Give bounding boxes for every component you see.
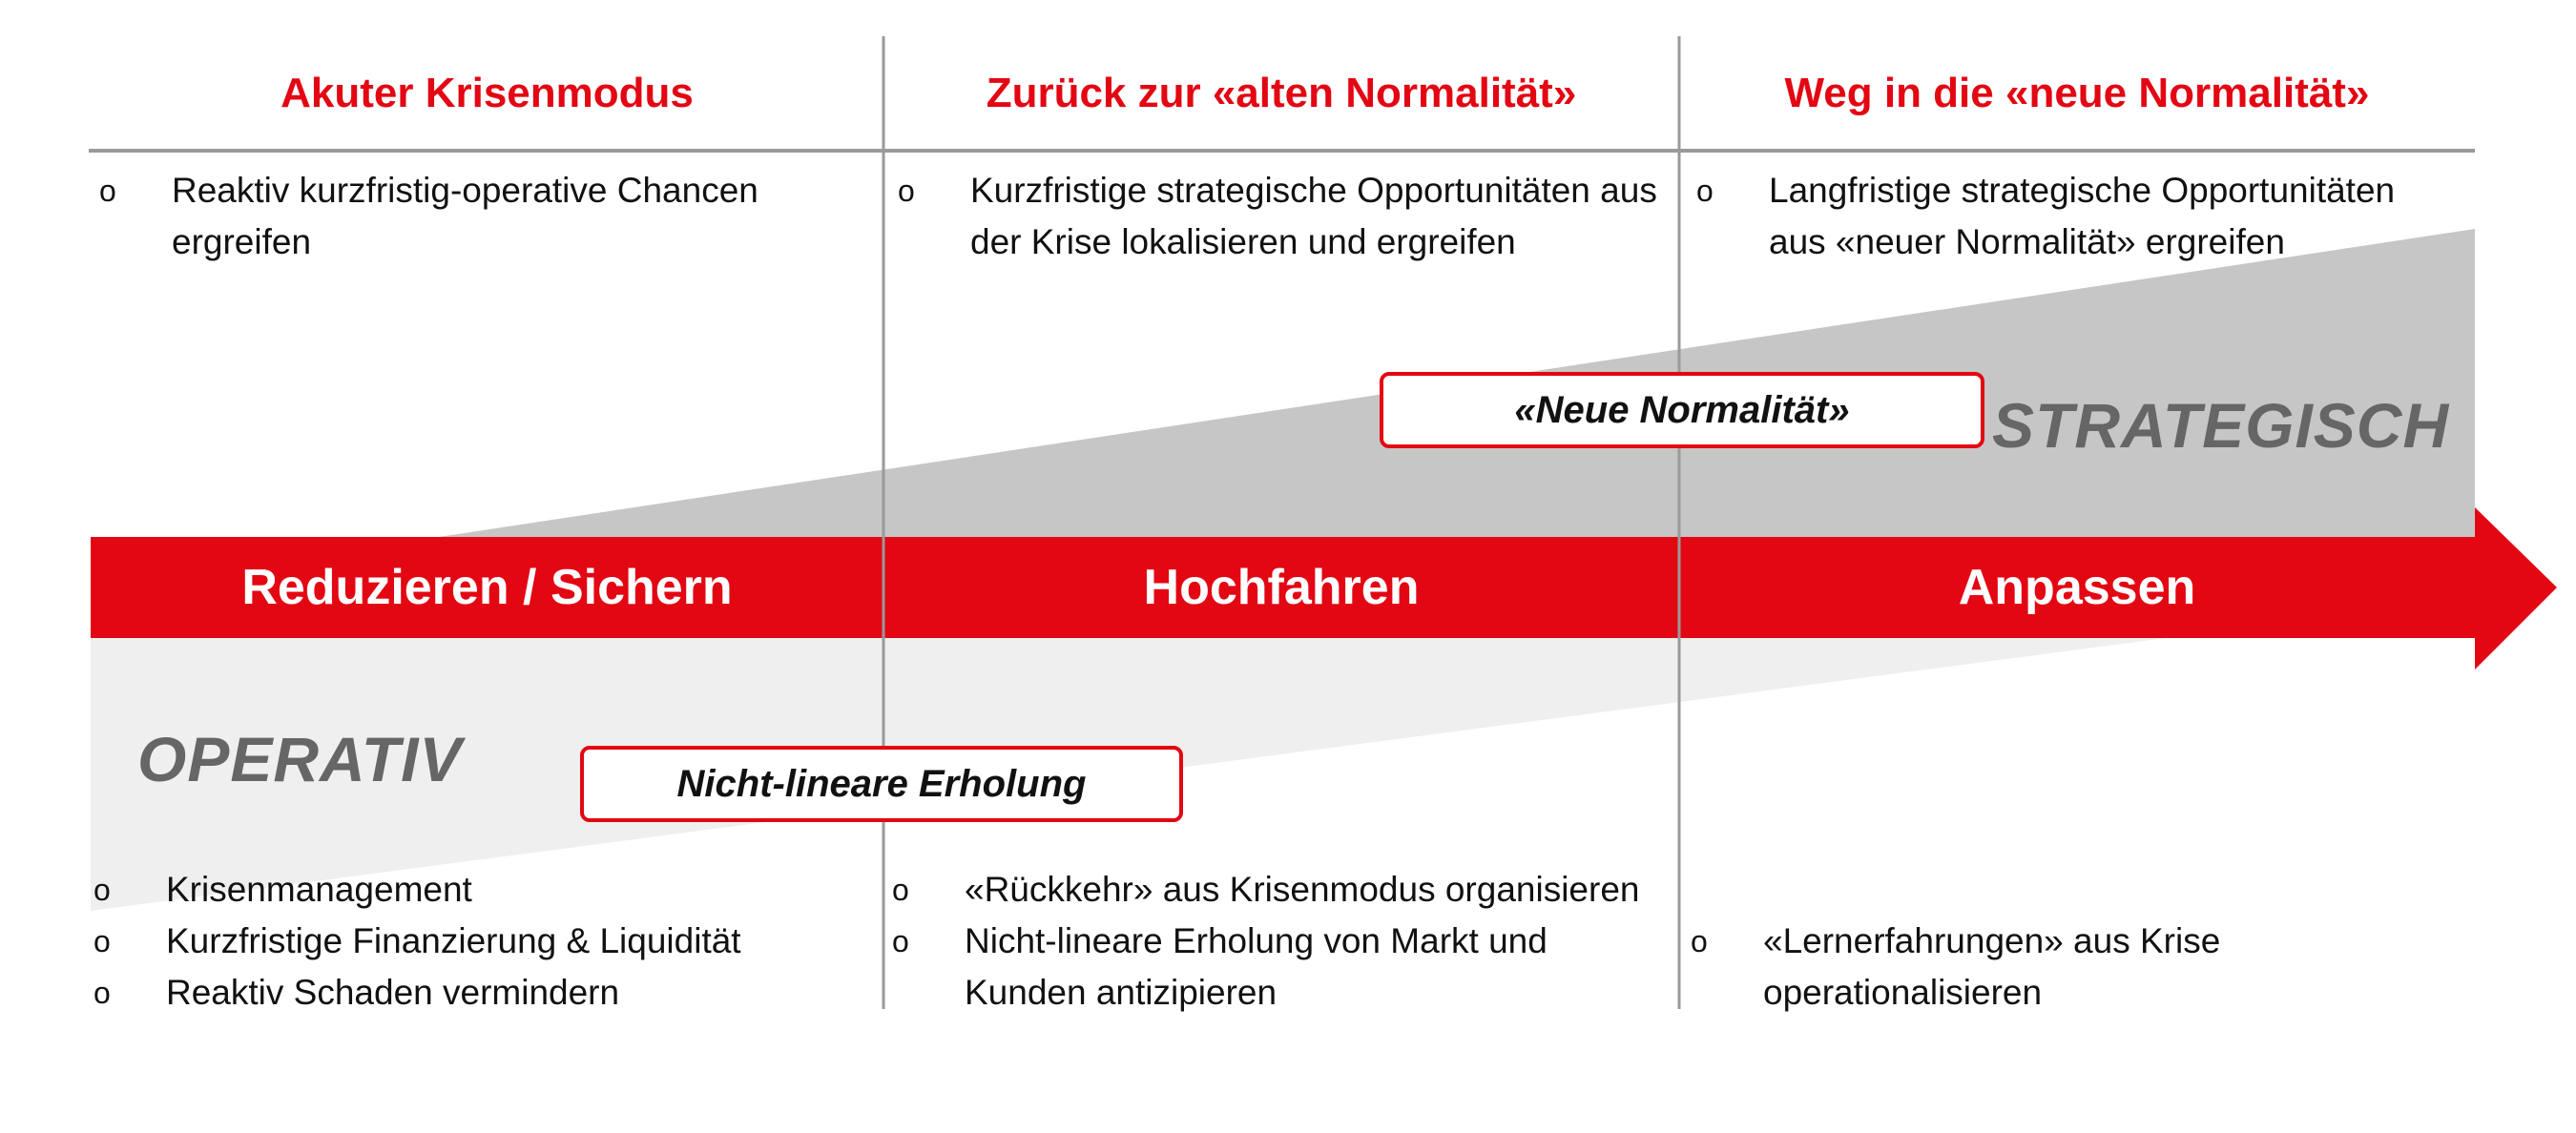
operative-bullet-2 (93, 916, 876, 967)
strategic-bullet-2 (898, 165, 1680, 270)
action-label-reduce: Reduzieren / Sichern (241, 560, 733, 615)
bullet-line: Langfristige strategische Opportunitäten (1769, 171, 2396, 210)
strategic-bullet-1 (99, 165, 862, 270)
bullet-marker: o (1696, 174, 1714, 208)
bullet-line: Krisenmanagement (166, 870, 472, 909)
action-label-ramp-up: Hochfahren (1143, 560, 1420, 615)
bullet-line: «Lernerfahrungen» aus Krise (1763, 921, 2221, 960)
bullet-line: «Rückkehr» aus Krisenmodus organisieren (965, 870, 1640, 909)
operative-bullet-1 (93, 864, 876, 916)
action-label-adapt: Anpassen (1958, 560, 2196, 615)
bullet-line: der Krise lokalisieren und ergreifen (970, 222, 1516, 261)
bullet-marker: o (93, 924, 111, 958)
operative-bullet-4 (892, 864, 1674, 916)
phase-title-new-normal: Weg in die «neue Normalität» (1784, 70, 2370, 116)
bullet-line: Reaktiv Schaden vermindern (166, 973, 620, 1012)
zone-label-strategic: STRATEGISCH (1992, 390, 2450, 461)
callout-new-normal: «Neue Normalität» (1380, 372, 1984, 448)
phase-title-acute: Akuter Krisenmodus (280, 70, 694, 116)
operative-bullet-3 (93, 967, 876, 1019)
bullet-line: Kunden antizipieren (965, 973, 1278, 1012)
bullet-line: Kurzfristige Finanzierung & Liquidität (166, 921, 741, 960)
bullet-line: ergreifen (172, 222, 312, 261)
bullet-line: Kurzfristige strategische Opportunitäten aus (970, 171, 1657, 210)
operative-bullet-6 (1691, 916, 2473, 1019)
bullet-marker: o (892, 873, 909, 907)
bullet-marker: o (898, 174, 915, 208)
bullet-line: Reaktiv kurzfristig-operative Chancen (172, 171, 758, 210)
phase-title-old-normal: Zurück zur «alten Normalität» (986, 70, 1577, 116)
bullet-marker: o (93, 873, 111, 907)
bullet-line: operationalisieren (1763, 973, 2043, 1012)
zone-label-operative: OPERATIV (137, 724, 463, 794)
bullet-line: aus «neuer Normalität» ergreifen (1769, 222, 2285, 261)
operative-bullet-5 (892, 916, 1674, 1019)
strategic-bullet-3 (1696, 165, 2479, 270)
callout-nonlinear-recovery: Nicht-lineare Erholung (580, 746, 1183, 822)
bullet-marker: o (99, 174, 116, 208)
bullet-line: Nicht-lineare Erholung von Markt und (965, 921, 1548, 960)
bullet-marker: o (93, 976, 111, 1010)
bullet-marker: o (892, 924, 909, 958)
bullet-marker: o (1691, 924, 1708, 958)
